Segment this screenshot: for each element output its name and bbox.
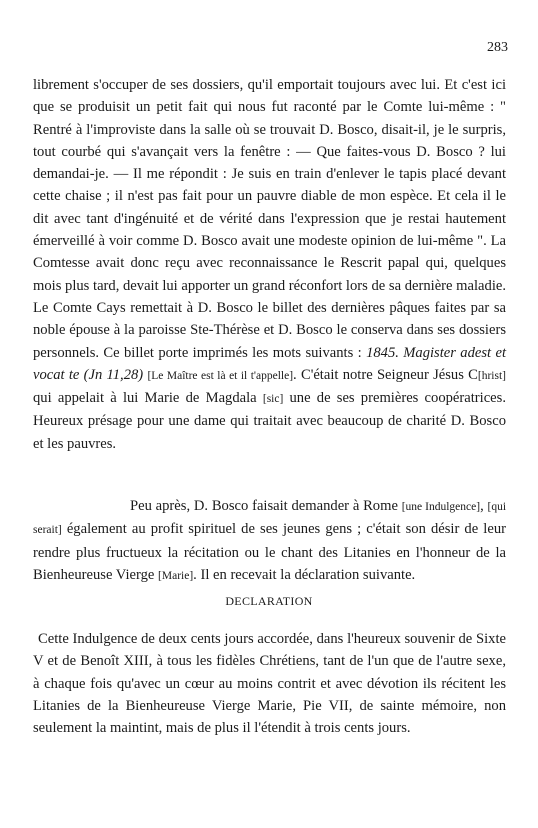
paragraph-text: également au profit spirituel de ses jeunes gens ; c'était son désir de leur rendre plus fructueux la récitation ou le chant des Litanies en l'honneur de la Bienheureuse Vierge [33, 521, 506, 583]
paragraph-text: une de ses premières coopératrices. Heureux présage pour une dame qui traitait avec beaucoup de charité D. Bosco et les pauvres. [33, 390, 506, 452]
latin-quote: 1845. Magister adest et vocat te (Jn 11,28) [33, 344, 506, 383]
paragraph-declaration: Cette Indulgence de deux cents jours accordée, dans l'heureux souvenir de Sixte V et de Benoît XIII, à tous les fidèles Chrétiens, tant de l'un que de l'autre sexe, à chaque fois qu'avec un cœur au moins contrit et avec dévotion ils récitent les Litanies de la Bienheureuse Vierge Marie, Pie VII, de sainte mémoire, non seulement la maintint, mais de plus il l'étendit à trois cents jours. [33, 631, 506, 737]
paragraph-text: . Il en recevait la déclaration suivante. [193, 566, 416, 583]
editorial-insertion: [sic] [262, 393, 284, 406]
paragraph-count-cays-anecdote [33, 74, 506, 455]
paragraph-text: qui appelait à lui Marie de Magdala [33, 390, 263, 407]
editorial-insertion: [Le Maître est là et il t'appelle] [147, 369, 294, 382]
section-heading: DECLARATION [225, 594, 313, 608]
paragraph-text: librement s'occuper de ses dossiers, qu'il emportait toujours avec lui. Et c'est ici que se produisit un petit fait qui nous fut raconté par le Comte lui-même : " Rentré à l'improviste dans la salle où se trouvait D. Bosco, disait-il, je le surpris, tout courbé qui s'avançait vers la fenêtre : — Que faites-vous D. Bosco ? lui demandai-je. — Il me répondit : Je suis en train d'enlever le tapis placé devant cette chaise ; il n'est pas fait pour un pauvre diable de mon espèce. Et cela il le dit avec tant d'ingénuité et de vérité dans l'expression que je restai hautement émerveillé à voir comme D. Bosco avait une modeste opinion de lui-même ". La Comtesse avait donc reçu avec reconnaissance le Rescrit papal qui, quelques mois plus tard, devait lui apporter un grand réconfort lors de sa dernière maladie. Le Comte Cays remettait à D. Bosco le billet des dernières pâques faites par sa noble épouse à la paroisse Ste-Thérèse et D. Bosco le conserva dans ses dossiers personnels. Ce billet porte imprimés les mots suivants : [33, 77, 506, 361]
paragraph-indulgence-request [33, 495, 506, 587]
editorial-insertion: [qui serait] [33, 501, 507, 537]
paragraph-text: . C'était notre Seigneur Jésus C [293, 366, 478, 383]
paragraph-text: , [480, 498, 488, 514]
paragraph-text: Peu après, D. Bosco faisait demander à Rome [130, 498, 402, 514]
editorial-insertion: [Marie] [158, 569, 194, 582]
page-number: 283 [487, 40, 508, 55]
editorial-insertion: [hrist] [477, 369, 506, 382]
editorial-insertion: [une Indulgence] [401, 501, 481, 513]
